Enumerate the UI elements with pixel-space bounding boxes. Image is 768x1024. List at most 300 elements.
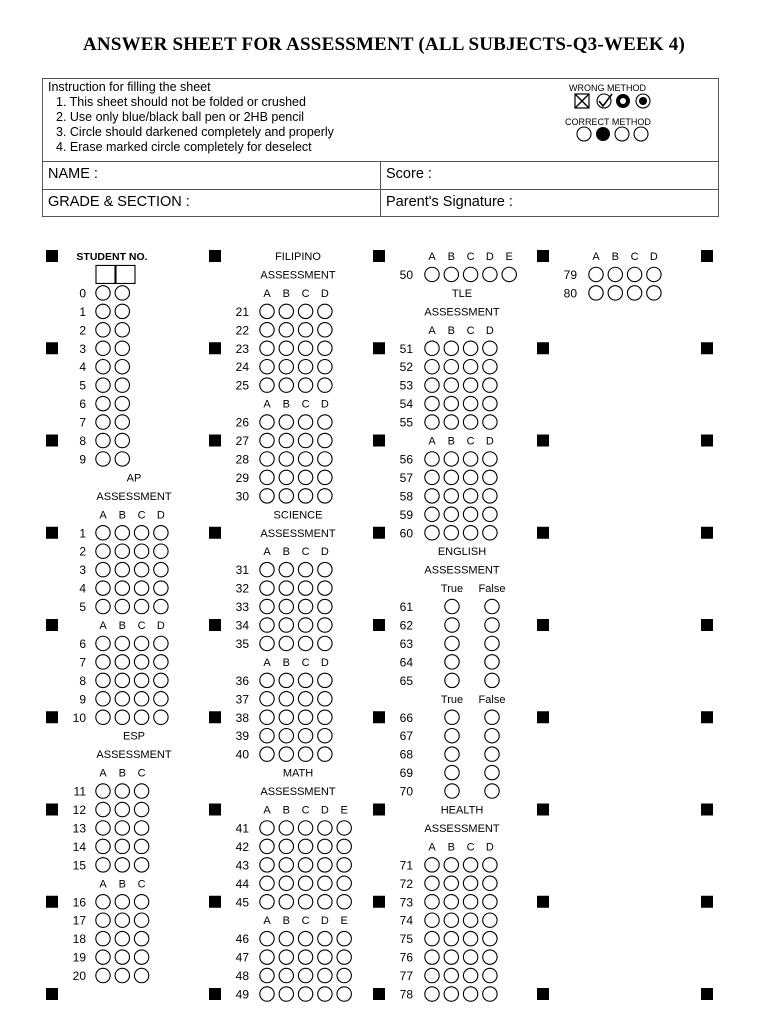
answer-bubble[interactable] bbox=[115, 286, 129, 300]
answer-bubble[interactable] bbox=[298, 618, 312, 632]
answer-bubble[interactable] bbox=[485, 673, 499, 687]
answer-bubble[interactable] bbox=[134, 710, 148, 724]
answer-bubble[interactable] bbox=[318, 895, 332, 909]
answer-bubble[interactable] bbox=[483, 470, 497, 484]
answer-bubble[interactable] bbox=[318, 470, 332, 484]
answer-bubble[interactable] bbox=[154, 544, 168, 558]
answer-bubble[interactable] bbox=[115, 415, 129, 429]
answer-bubble[interactable] bbox=[298, 599, 312, 613]
answer-bubble[interactable] bbox=[96, 692, 110, 706]
answer-bubble[interactable] bbox=[279, 968, 293, 982]
answer-bubble[interactable] bbox=[154, 581, 168, 595]
answer-bubble[interactable] bbox=[298, 470, 312, 484]
answer-bubble[interactable] bbox=[298, 636, 312, 650]
answer-bubble[interactable] bbox=[483, 876, 497, 890]
answer-bubble[interactable] bbox=[154, 636, 168, 650]
answer-bubble[interactable] bbox=[445, 784, 459, 798]
answer-bubble[interactable] bbox=[483, 415, 497, 429]
answer-bubble[interactable] bbox=[425, 950, 439, 964]
answer-bubble[interactable] bbox=[260, 489, 274, 503]
answer-bubble[interactable] bbox=[96, 323, 110, 337]
answer-bubble[interactable] bbox=[463, 968, 477, 982]
answer-bubble[interactable] bbox=[260, 636, 274, 650]
answer-bubble[interactable] bbox=[134, 581, 148, 595]
answer-bubble[interactable] bbox=[298, 821, 312, 835]
answer-bubble[interactable] bbox=[318, 415, 332, 429]
answer-bubble[interactable] bbox=[279, 692, 293, 706]
parent-signature-field[interactable]: Parent's Signature : bbox=[386, 194, 513, 210]
answer-bubble[interactable] bbox=[96, 931, 110, 945]
grade-section-field[interactable]: GRADE & SECTION : bbox=[48, 194, 190, 210]
answer-bubble[interactable] bbox=[444, 267, 458, 281]
answer-bubble[interactable] bbox=[298, 433, 312, 447]
answer-bubble[interactable] bbox=[463, 489, 477, 503]
answer-bubble[interactable] bbox=[134, 544, 148, 558]
answer-bubble[interactable] bbox=[279, 710, 293, 724]
answer-bubble[interactable] bbox=[425, 378, 439, 392]
answer-bubble[interactable] bbox=[96, 526, 110, 540]
answer-bubble[interactable] bbox=[444, 452, 458, 466]
answer-bubble[interactable] bbox=[96, 858, 110, 872]
answer-bubble[interactable] bbox=[483, 968, 497, 982]
answer-bubble[interactable] bbox=[115, 784, 129, 798]
answer-bubble[interactable] bbox=[115, 858, 129, 872]
answer-bubble[interactable] bbox=[444, 931, 458, 945]
answer-bubble[interactable] bbox=[279, 950, 293, 964]
answer-bubble[interactable] bbox=[444, 876, 458, 890]
answer-bubble[interactable] bbox=[134, 858, 148, 872]
answer-bubble[interactable] bbox=[485, 599, 499, 613]
answer-bubble[interactable] bbox=[318, 489, 332, 503]
answer-bubble[interactable] bbox=[337, 858, 351, 872]
answer-bubble[interactable] bbox=[96, 710, 110, 724]
answer-bubble[interactable] bbox=[260, 839, 274, 853]
answer-bubble[interactable] bbox=[425, 858, 439, 872]
answer-bubble[interactable] bbox=[115, 304, 129, 318]
answer-bubble[interactable] bbox=[337, 968, 351, 982]
answer-bubble[interactable] bbox=[279, 839, 293, 853]
answer-bubble[interactable] bbox=[279, 821, 293, 835]
answer-bubble[interactable] bbox=[318, 673, 332, 687]
answer-bubble[interactable] bbox=[483, 507, 497, 521]
answer-bubble[interactable] bbox=[425, 267, 439, 281]
answer-bubble[interactable] bbox=[115, 895, 129, 909]
answer-bubble[interactable] bbox=[279, 618, 293, 632]
answer-bubble[interactable] bbox=[608, 267, 622, 281]
answer-bubble[interactable] bbox=[260, 876, 274, 890]
answer-bubble[interactable] bbox=[337, 821, 351, 835]
answer-bubble[interactable] bbox=[318, 858, 332, 872]
answer-bubble[interactable] bbox=[279, 470, 293, 484]
answer-bubble[interactable] bbox=[96, 581, 110, 595]
answer-bubble[interactable] bbox=[298, 747, 312, 761]
answer-bubble[interactable] bbox=[260, 433, 274, 447]
answer-bubble[interactable] bbox=[298, 839, 312, 853]
answer-bubble[interactable] bbox=[279, 341, 293, 355]
answer-bubble[interactable] bbox=[483, 987, 497, 1001]
answer-bubble[interactable] bbox=[445, 673, 459, 687]
answer-bubble[interactable] bbox=[318, 636, 332, 650]
answer-bubble[interactable] bbox=[463, 507, 477, 521]
answer-bubble[interactable] bbox=[298, 415, 312, 429]
answer-bubble[interactable] bbox=[298, 692, 312, 706]
answer-bubble[interactable] bbox=[115, 433, 129, 447]
answer-bubble[interactable] bbox=[154, 692, 168, 706]
answer-bubble[interactable] bbox=[463, 396, 477, 410]
answer-bubble[interactable] bbox=[502, 267, 516, 281]
answer-bubble[interactable] bbox=[279, 895, 293, 909]
answer-bubble[interactable] bbox=[298, 304, 312, 318]
answer-bubble[interactable] bbox=[463, 895, 477, 909]
answer-bubble[interactable] bbox=[425, 415, 439, 429]
answer-bubble[interactable] bbox=[260, 858, 274, 872]
answer-bubble[interactable] bbox=[425, 507, 439, 521]
answer-bubble[interactable] bbox=[154, 710, 168, 724]
answer-bubble[interactable] bbox=[96, 452, 110, 466]
answer-bubble[interactable] bbox=[483, 858, 497, 872]
answer-bubble[interactable] bbox=[115, 341, 129, 355]
answer-bubble[interactable] bbox=[260, 931, 274, 945]
answer-bubble[interactable] bbox=[279, 729, 293, 743]
answer-bubble[interactable] bbox=[425, 526, 439, 540]
answer-bubble[interactable] bbox=[96, 396, 110, 410]
answer-bubble[interactable] bbox=[483, 526, 497, 540]
answer-bubble[interactable] bbox=[279, 931, 293, 945]
answer-bubble[interactable] bbox=[318, 968, 332, 982]
answer-bubble[interactable] bbox=[483, 931, 497, 945]
answer-bubble[interactable] bbox=[260, 673, 274, 687]
answer-bubble[interactable] bbox=[444, 470, 458, 484]
answer-bubble[interactable] bbox=[260, 618, 274, 632]
answer-bubble[interactable] bbox=[279, 304, 293, 318]
answer-bubble[interactable] bbox=[96, 562, 110, 576]
answer-bubble[interactable] bbox=[115, 323, 129, 337]
answer-bubble[interactable] bbox=[134, 784, 148, 798]
answer-bubble[interactable] bbox=[260, 304, 274, 318]
answer-bubble[interactable] bbox=[115, 821, 129, 835]
answer-bubble[interactable] bbox=[483, 360, 497, 374]
answer-bubble[interactable] bbox=[485, 655, 499, 669]
answer-bubble[interactable] bbox=[608, 286, 622, 300]
answer-bubble[interactable] bbox=[134, 895, 148, 909]
answer-bubble[interactable] bbox=[96, 544, 110, 558]
student-no-write-box[interactable] bbox=[96, 265, 115, 283]
answer-bubble[interactable] bbox=[298, 341, 312, 355]
answer-bubble[interactable] bbox=[115, 673, 129, 687]
answer-bubble[interactable] bbox=[260, 987, 274, 1001]
answer-bubble[interactable] bbox=[134, 636, 148, 650]
answer-bubble[interactable] bbox=[444, 950, 458, 964]
answer-bubble[interactable] bbox=[134, 673, 148, 687]
answer-bubble[interactable] bbox=[445, 765, 459, 779]
answer-bubble[interactable] bbox=[134, 968, 148, 982]
answer-bubble[interactable] bbox=[463, 950, 477, 964]
answer-bubble[interactable] bbox=[298, 987, 312, 1001]
answer-bubble[interactable] bbox=[96, 433, 110, 447]
answer-bubble[interactable] bbox=[318, 821, 332, 835]
answer-bubble[interactable] bbox=[134, 839, 148, 853]
answer-bubble[interactable] bbox=[463, 341, 477, 355]
answer-bubble[interactable] bbox=[96, 673, 110, 687]
answer-bubble[interactable] bbox=[425, 341, 439, 355]
answer-bubble[interactable] bbox=[298, 360, 312, 374]
answer-bubble[interactable] bbox=[589, 267, 603, 281]
answer-bubble[interactable] bbox=[445, 599, 459, 613]
answer-bubble[interactable] bbox=[444, 415, 458, 429]
answer-bubble[interactable] bbox=[318, 304, 332, 318]
answer-bubble[interactable] bbox=[483, 267, 497, 281]
answer-bubble[interactable] bbox=[96, 950, 110, 964]
answer-bubble[interactable] bbox=[483, 489, 497, 503]
answer-bubble[interactable] bbox=[425, 876, 439, 890]
answer-bubble[interactable] bbox=[444, 913, 458, 927]
answer-bubble[interactable] bbox=[445, 747, 459, 761]
answer-bubble[interactable] bbox=[627, 267, 641, 281]
answer-bubble[interactable] bbox=[463, 526, 477, 540]
answer-bubble[interactable] bbox=[485, 784, 499, 798]
answer-bubble[interactable] bbox=[96, 784, 110, 798]
answer-bubble[interactable] bbox=[134, 821, 148, 835]
answer-bubble[interactable] bbox=[318, 378, 332, 392]
answer-bubble[interactable] bbox=[298, 452, 312, 466]
answer-bubble[interactable] bbox=[337, 931, 351, 945]
answer-bubble[interactable] bbox=[463, 360, 477, 374]
answer-bubble[interactable] bbox=[134, 599, 148, 613]
answer-bubble[interactable] bbox=[260, 378, 274, 392]
answer-bubble[interactable] bbox=[425, 360, 439, 374]
answer-bubble[interactable] bbox=[318, 618, 332, 632]
answer-bubble[interactable] bbox=[485, 618, 499, 632]
answer-bubble[interactable] bbox=[279, 415, 293, 429]
answer-bubble[interactable] bbox=[115, 581, 129, 595]
answer-bubble[interactable] bbox=[318, 341, 332, 355]
answer-bubble[interactable] bbox=[134, 526, 148, 540]
answer-bubble[interactable] bbox=[96, 599, 110, 613]
answer-bubble[interactable] bbox=[115, 931, 129, 945]
answer-bubble[interactable] bbox=[115, 655, 129, 669]
answer-bubble[interactable] bbox=[445, 618, 459, 632]
answer-bubble[interactable] bbox=[279, 433, 293, 447]
answer-bubble[interactable] bbox=[115, 360, 129, 374]
answer-bubble[interactable] bbox=[96, 802, 110, 816]
answer-bubble[interactable] bbox=[134, 692, 148, 706]
answer-bubble[interactable] bbox=[134, 655, 148, 669]
answer-bubble[interactable] bbox=[96, 636, 110, 650]
answer-bubble[interactable] bbox=[134, 931, 148, 945]
answer-bubble[interactable] bbox=[279, 876, 293, 890]
answer-bubble[interactable] bbox=[483, 452, 497, 466]
answer-bubble[interactable] bbox=[96, 968, 110, 982]
answer-bubble[interactable] bbox=[647, 267, 661, 281]
answer-bubble[interactable] bbox=[318, 323, 332, 337]
answer-bubble[interactable] bbox=[260, 452, 274, 466]
answer-bubble[interactable] bbox=[279, 489, 293, 503]
answer-bubble[interactable] bbox=[298, 968, 312, 982]
answer-bubble[interactable] bbox=[444, 378, 458, 392]
answer-bubble[interactable] bbox=[444, 360, 458, 374]
answer-bubble[interactable] bbox=[463, 378, 477, 392]
answer-bubble[interactable] bbox=[318, 729, 332, 743]
answer-bubble[interactable] bbox=[425, 968, 439, 982]
answer-bubble[interactable] bbox=[279, 636, 293, 650]
answer-bubble[interactable] bbox=[134, 950, 148, 964]
student-no-write-box[interactable] bbox=[116, 265, 135, 283]
score-field[interactable]: Score : bbox=[386, 166, 432, 182]
answer-bubble[interactable] bbox=[485, 636, 499, 650]
answer-bubble[interactable] bbox=[260, 729, 274, 743]
answer-bubble[interactable] bbox=[279, 562, 293, 576]
answer-bubble[interactable] bbox=[463, 987, 477, 1001]
answer-bubble[interactable] bbox=[115, 950, 129, 964]
answer-bubble[interactable] bbox=[96, 341, 110, 355]
answer-bubble[interactable] bbox=[298, 378, 312, 392]
answer-bubble[interactable] bbox=[463, 452, 477, 466]
answer-bubble[interactable] bbox=[444, 341, 458, 355]
answer-bubble[interactable] bbox=[115, 839, 129, 853]
answer-bubble[interactable] bbox=[115, 913, 129, 927]
answer-bubble[interactable] bbox=[425, 987, 439, 1001]
answer-bubble[interactable] bbox=[445, 729, 459, 743]
answer-bubble[interactable] bbox=[260, 950, 274, 964]
answer-bubble[interactable] bbox=[115, 562, 129, 576]
answer-bubble[interactable] bbox=[444, 858, 458, 872]
answer-bubble[interactable] bbox=[134, 802, 148, 816]
answer-bubble[interactable] bbox=[318, 581, 332, 595]
answer-bubble[interactable] bbox=[298, 931, 312, 945]
answer-bubble[interactable] bbox=[115, 378, 129, 392]
answer-bubble[interactable] bbox=[260, 599, 274, 613]
name-field[interactable]: NAME : bbox=[48, 166, 98, 182]
answer-bubble[interactable] bbox=[337, 950, 351, 964]
answer-bubble[interactable] bbox=[279, 323, 293, 337]
answer-bubble[interactable] bbox=[134, 913, 148, 927]
answer-bubble[interactable] bbox=[115, 802, 129, 816]
answer-bubble[interactable] bbox=[134, 562, 148, 576]
answer-bubble[interactable] bbox=[96, 913, 110, 927]
answer-bubble[interactable] bbox=[318, 876, 332, 890]
answer-bubble[interactable] bbox=[279, 360, 293, 374]
answer-bubble[interactable] bbox=[260, 562, 274, 576]
answer-bubble[interactable] bbox=[337, 839, 351, 853]
answer-bubble[interactable] bbox=[260, 747, 274, 761]
answer-bubble[interactable] bbox=[260, 415, 274, 429]
answer-bubble[interactable] bbox=[425, 396, 439, 410]
answer-bubble[interactable] bbox=[260, 968, 274, 982]
answer-bubble[interactable] bbox=[318, 562, 332, 576]
answer-bubble[interactable] bbox=[279, 452, 293, 466]
answer-bubble[interactable] bbox=[115, 692, 129, 706]
answer-bubble[interactable] bbox=[318, 452, 332, 466]
answer-bubble[interactable] bbox=[444, 968, 458, 982]
answer-bubble[interactable] bbox=[444, 507, 458, 521]
answer-bubble[interactable] bbox=[463, 858, 477, 872]
answer-bubble[interactable] bbox=[444, 987, 458, 1001]
answer-bubble[interactable] bbox=[115, 636, 129, 650]
answer-bubble[interactable] bbox=[260, 895, 274, 909]
answer-bubble[interactable] bbox=[115, 526, 129, 540]
answer-bubble[interactable] bbox=[463, 415, 477, 429]
answer-bubble[interactable] bbox=[445, 655, 459, 669]
answer-bubble[interactable] bbox=[154, 655, 168, 669]
answer-bubble[interactable] bbox=[483, 895, 497, 909]
answer-bubble[interactable] bbox=[318, 987, 332, 1001]
answer-bubble[interactable] bbox=[260, 470, 274, 484]
answer-bubble[interactable] bbox=[318, 599, 332, 613]
answer-bubble[interactable] bbox=[425, 895, 439, 909]
answer-bubble[interactable] bbox=[483, 378, 497, 392]
answer-bubble[interactable] bbox=[485, 747, 499, 761]
answer-bubble[interactable] bbox=[279, 599, 293, 613]
answer-bubble[interactable] bbox=[463, 470, 477, 484]
answer-bubble[interactable] bbox=[96, 895, 110, 909]
answer-bubble[interactable] bbox=[96, 378, 110, 392]
answer-bubble[interactable] bbox=[260, 710, 274, 724]
answer-bubble[interactable] bbox=[115, 452, 129, 466]
answer-bubble[interactable] bbox=[115, 710, 129, 724]
answer-bubble[interactable] bbox=[318, 692, 332, 706]
answer-bubble[interactable] bbox=[154, 526, 168, 540]
answer-bubble[interactable] bbox=[298, 562, 312, 576]
answer-bubble[interactable] bbox=[483, 396, 497, 410]
answer-bubble[interactable] bbox=[318, 931, 332, 945]
answer-bubble[interactable] bbox=[260, 821, 274, 835]
answer-bubble[interactable] bbox=[463, 876, 477, 890]
answer-bubble[interactable] bbox=[337, 895, 351, 909]
answer-bubble[interactable] bbox=[627, 286, 641, 300]
answer-bubble[interactable] bbox=[483, 913, 497, 927]
answer-bubble[interactable] bbox=[115, 396, 129, 410]
answer-bubble[interactable] bbox=[279, 987, 293, 1001]
answer-bubble[interactable] bbox=[318, 950, 332, 964]
answer-bubble[interactable] bbox=[318, 839, 332, 853]
answer-bubble[interactable] bbox=[260, 692, 274, 706]
answer-bubble[interactable] bbox=[279, 747, 293, 761]
answer-bubble[interactable] bbox=[444, 489, 458, 503]
answer-bubble[interactable] bbox=[444, 895, 458, 909]
answer-bubble[interactable] bbox=[445, 636, 459, 650]
answer-bubble[interactable] bbox=[279, 581, 293, 595]
answer-bubble[interactable] bbox=[483, 950, 497, 964]
answer-bubble[interactable] bbox=[298, 950, 312, 964]
answer-bubble[interactable] bbox=[115, 544, 129, 558]
answer-bubble[interactable] bbox=[260, 581, 274, 595]
answer-bubble[interactable] bbox=[483, 341, 497, 355]
answer-bubble[interactable] bbox=[298, 489, 312, 503]
answer-bubble[interactable] bbox=[485, 765, 499, 779]
answer-bubble[interactable] bbox=[485, 710, 499, 724]
answer-bubble[interactable] bbox=[96, 304, 110, 318]
answer-bubble[interactable] bbox=[96, 821, 110, 835]
answer-bubble[interactable] bbox=[425, 913, 439, 927]
answer-bubble[interactable] bbox=[154, 562, 168, 576]
answer-bubble[interactable] bbox=[154, 673, 168, 687]
answer-bubble[interactable] bbox=[298, 729, 312, 743]
answer-bubble[interactable] bbox=[337, 876, 351, 890]
answer-bubble[interactable] bbox=[425, 470, 439, 484]
answer-bubble[interactable] bbox=[463, 267, 477, 281]
answer-bubble[interactable] bbox=[96, 415, 110, 429]
answer-bubble[interactable] bbox=[444, 396, 458, 410]
answer-bubble[interactable] bbox=[425, 931, 439, 945]
answer-bubble[interactable] bbox=[444, 526, 458, 540]
answer-bubble[interactable] bbox=[96, 655, 110, 669]
answer-bubble[interactable] bbox=[279, 673, 293, 687]
answer-bubble[interactable] bbox=[298, 858, 312, 872]
answer-bubble[interactable] bbox=[298, 673, 312, 687]
answer-bubble[interactable] bbox=[589, 286, 603, 300]
answer-bubble[interactable] bbox=[318, 433, 332, 447]
answer-bubble[interactable] bbox=[318, 360, 332, 374]
